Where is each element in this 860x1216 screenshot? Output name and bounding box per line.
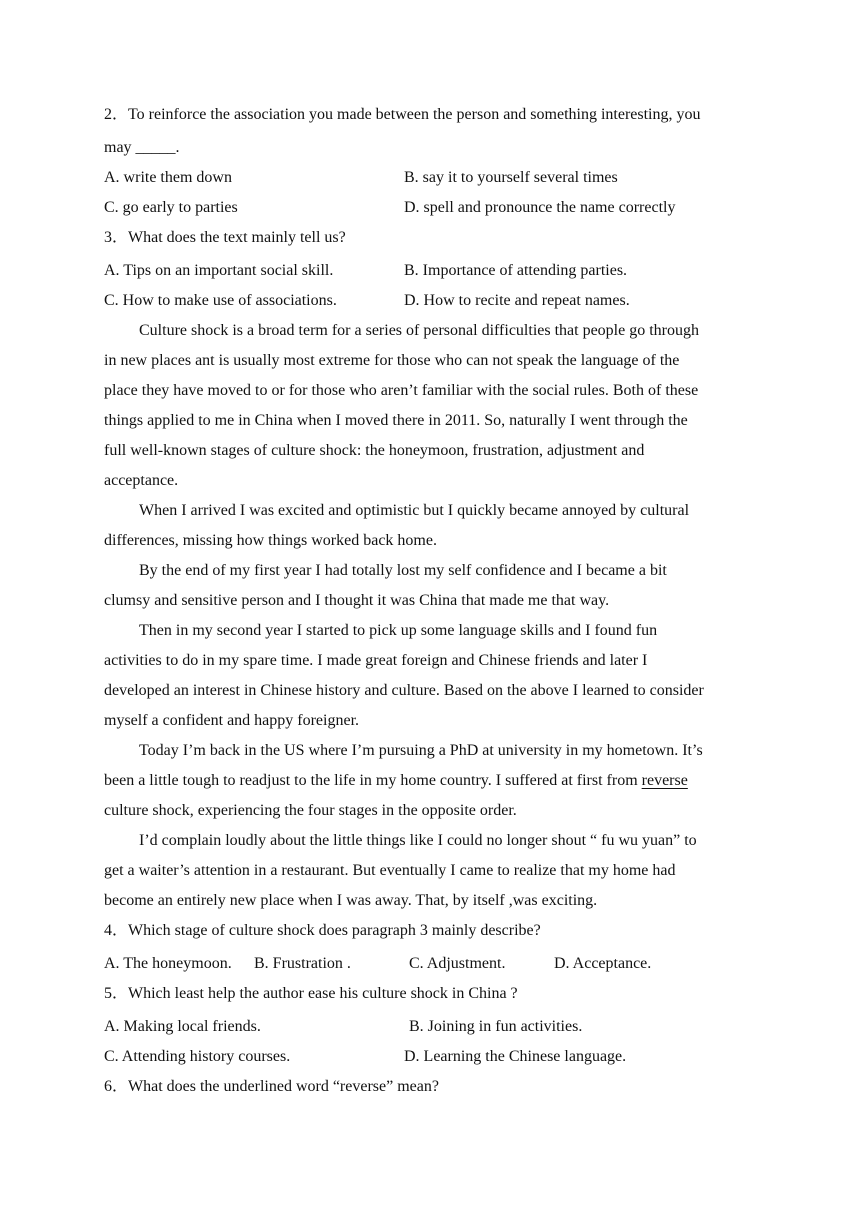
q3-option-d: D. How to recite and repeat names.: [404, 292, 630, 309]
passage-p4-line: activities to do in my spare time. I made great foreign and Chinese friends and later I: [104, 652, 648, 669]
q6-stem: 6．What does the underlined word “reverse” mean?: [104, 1078, 439, 1095]
q3-stem: 3．What does the text mainly tell us?: [104, 229, 346, 246]
q5-option-a: A. Making local friends.: [104, 1018, 261, 1035]
passage-p4-line: myself a confident and happy foreigner.: [104, 712, 360, 729]
q2-option-a: A. write them down: [104, 169, 232, 186]
passage-p4-line: Then in my second year I started to pick up some language skills and I found fun: [139, 622, 658, 639]
passage-p1-line: things applied to me in China when I moved there in 2011. So, naturally I went through the: [104, 412, 688, 429]
passage-p3-line: By the end of my first year I had totally lost my self confidence and I became a bit: [139, 562, 667, 579]
passage-p3-line: clumsy and sensitive person and I thought it was China that made me that way.: [104, 592, 610, 609]
q3-option-b: B. Importance of attending parties.: [404, 262, 628, 279]
q4-option-c: C. Adjustment.: [409, 955, 506, 972]
passage-p5-line: [104, 766, 688, 796]
q2-stem-line2: may _____.: [104, 139, 180, 156]
passage-p5-text: been a little tough to readjust to the life in my home country. I suffered at first from: [104, 772, 642, 789]
q5-stem: 5．Which least help the author ease his culture shock in China ?: [104, 985, 518, 1002]
q4-option-d: D. Acceptance.: [554, 955, 652, 972]
passage-p1-line: in new places ant is usually most extreme for those who can not speak the language of the: [104, 352, 680, 369]
q3-option-c: C. How to make use of associations.: [104, 292, 337, 309]
q4-option-b: B. Frustration .: [254, 955, 351, 972]
passage-p6-line: I’d complain loudly about the little things like I could no longer shout “ fu wu yuan” to: [139, 832, 697, 849]
passage-p5-line: Today I’m back in the US where I’m pursuing a PhD at university in my hometown. It’s: [139, 742, 703, 759]
q4-stem: 4．Which stage of culture shock does paragraph 3 mainly describe?: [104, 922, 541, 939]
passage-p1-line: Culture shock is a broad term for a series of personal difficulties that people go through: [139, 322, 699, 339]
underlined-word-reverse: reverse: [641, 772, 688, 789]
passage-p2-line: When I arrived I was excited and optimistic but I quickly became annoyed by cultural: [139, 502, 690, 519]
passage-p5-line: culture shock, experiencing the four stages in the opposite order.: [104, 802, 517, 819]
passage-p1-line: acceptance.: [104, 472, 179, 489]
q2-stem-line1: 2．To reinforce the association you made between the person and something interesting, you: [104, 106, 701, 123]
passage-p2-line: differences, missing how things worked back home.: [104, 532, 437, 549]
q2-option-c: C. go early to parties: [104, 199, 238, 216]
passage-p6-line: get a waiter’s attention in a restaurant. But eventually I came to realize that my home had: [104, 862, 676, 879]
q2-option-d: D. spell and pronounce the name correctly: [404, 199, 676, 216]
q3-option-a: A. Tips on an important social skill.: [104, 262, 334, 279]
passage-p1-line: full well-known stages of culture shock: the honeymoon, frustration, adjustment and: [104, 442, 645, 459]
q5-option-d: D. Learning the Chinese language.: [404, 1048, 627, 1065]
q5-option-b: B. Joining in fun activities.: [409, 1018, 583, 1035]
passage-p1-line: place they have moved to or for those who aren’t familiar with the social rules. Both of these: [104, 382, 699, 399]
q2-option-b: B. say it to yourself several times: [404, 169, 618, 186]
passage-p4-line: developed an interest in Chinese history and culture. Based on the above I learned to consider: [104, 682, 704, 699]
passage-p6-line: become an entirely new place when I was away. That, by itself ,was exciting.: [104, 892, 598, 909]
q5-option-c: C. Attending history courses.: [104, 1048, 291, 1065]
q4-option-a: A. The honeymoon.: [104, 955, 232, 972]
